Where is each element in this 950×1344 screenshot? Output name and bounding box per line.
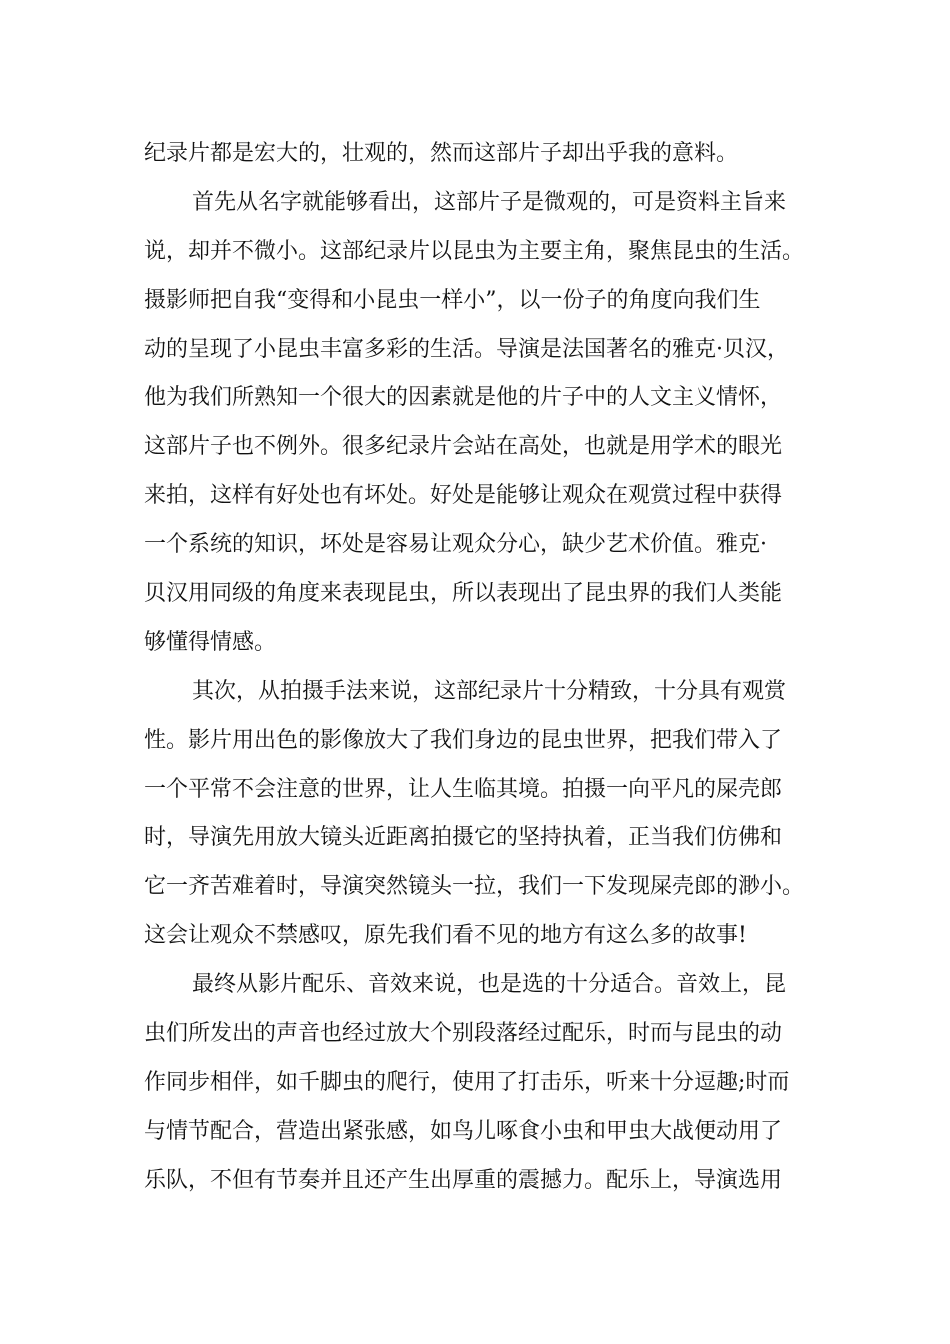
- text-line: 够懂得情感。: [144, 629, 277, 655]
- document-body: [144, 130, 824, 1206]
- text-line: 这部片子也不例外。很多纪录片会站在高处，也就是用学术的眼光: [144, 434, 783, 460]
- text-line: 动的呈现了小昆虫丰富多彩的生活。导演是法国著名的雅克·贝汉，: [144, 336, 789, 362]
- text-line: 一个系统的知识，坏处是容易让观众分心，缺少艺术价值。雅克·: [144, 532, 767, 558]
- text-line: 它一齐苦难着时，导演突然镜头一拉，我们一下发现屎壳郎的渺小。: [144, 874, 805, 900]
- text-line: 虫们所发出的声音也经过放大个别段落经过配乐，时而与昆虫的动: [144, 1021, 783, 1047]
- text-line: 性。影片用出色的影像放大了我们身边的昆虫世界，把我们带入了: [144, 727, 783, 753]
- text-line: 乐队，不但有节奏并且还产生出厚重的震撼力。配乐上，导演选用: [144, 1167, 783, 1193]
- text-line: 与情节配合，营造出紧张感，如鸟儿啄食小虫和甲虫大战便动用了: [144, 1118, 783, 1144]
- paragraph-start-line: 最终从影片配乐、音效来说，也是选的十分适合。音效上，昆: [192, 972, 787, 998]
- text-line: 摄影师把自我“变得和小昆虫一样小”，以一份子的角度向我们生: [144, 287, 761, 313]
- text-line: 一个平常不会注意的世界，让人生临其境。拍摄一向平凡的屎壳郎: [144, 776, 783, 802]
- text-line: 时，导演先用放大镜头近距离拍摄它的坚持执着，正当我们仿佛和: [144, 825, 783, 851]
- text-line: 说，却并不微小。这部纪录片以昆虫为主要主角，聚焦昆虫的生活。: [144, 238, 805, 264]
- text-line: 贝汉用同级的角度来表现昆虫，所以表现出了昆虫界的我们人类能: [144, 581, 783, 607]
- text-line: 作同步相伴，如千脚虫的爬行，使用了打击乐，听来十分逗趣;时而: [144, 1069, 790, 1095]
- text-line: 他为我们所熟知一个很大的因素就是他的片子中的人文主义情怀，: [144, 385, 783, 411]
- paragraph-start-line: 首先从名字就能够看出，这部片子是微观的，可是资料主旨来: [192, 189, 787, 215]
- text-line: 纪录片都是宏大的，壮观的，然而这部片子却出乎我的意料。: [144, 141, 739, 166]
- text-line: 这会让观众不禁感叹，原先我们看不见的地方有这么多的故事!: [144, 923, 747, 949]
- text-line: 来拍，这样有好处也有坏处。好处是能够让观众在观赏过程中获得: [144, 483, 783, 509]
- paragraph-start-line: 其次，从拍摄手法来说，这部纪录片十分精致，十分具有观赏: [192, 678, 787, 704]
